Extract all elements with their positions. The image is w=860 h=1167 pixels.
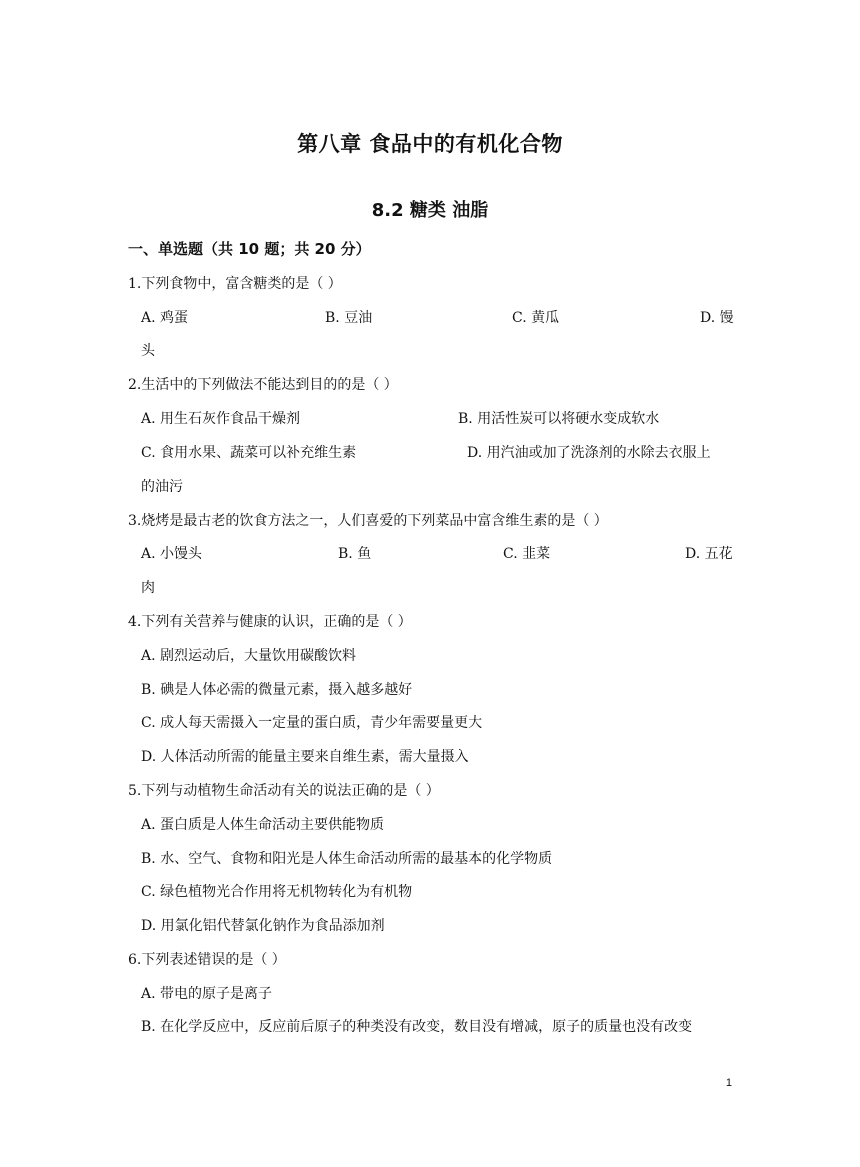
question-2-option-c: C. 食用水果、蔬菜可以补充维生素 bbox=[141, 445, 357, 461]
question-1-option-b: B. 豆油 bbox=[325, 310, 373, 326]
question-1-stem: 1.下列食物中，富含糖类的是（ ） bbox=[128, 276, 342, 292]
question-6-option-a: A. 带电的原子是离子 bbox=[141, 986, 273, 1002]
section-title: 8.2 糖类 油脂 bbox=[371, 200, 489, 221]
question-4-stem: 4.下列有关营养与健康的认识，正确的是（ ） bbox=[128, 614, 412, 630]
question-5-option-a: A. 蛋白质是人体生命活动主要供能物质 bbox=[141, 817, 385, 833]
question-1-option-c: C. 黄瓜 bbox=[512, 310, 560, 326]
question-2-option-d: D. 用汽油或加了洗涤剂的水除去衣服上 bbox=[467, 445, 711, 461]
part-heading: 一、单选题（共 10 题；共 20 分） bbox=[128, 240, 371, 258]
chapter-title: 第八章 食品中的有机化合物 bbox=[297, 132, 563, 156]
question-4-option-a: A. 剧烈运动后，大量饮用碳酸饮料 bbox=[141, 648, 357, 664]
question-3-option-c: C. 韭菜 bbox=[503, 546, 551, 562]
question-2-stem: 2.生活中的下列做法不能达到目的的是（ ） bbox=[128, 377, 398, 393]
question-1-option-a: A. 鸡蛋 bbox=[141, 310, 189, 326]
question-2-option-b: B. 用活性炭可以将硬水变成软水 bbox=[458, 411, 660, 427]
question-3-option-a: A. 小馒头 bbox=[141, 546, 203, 562]
question-6-stem: 6.下列表述错误的是（ ） bbox=[128, 952, 286, 968]
question-2-continuation: 的油污 bbox=[141, 479, 183, 495]
question-5-option-d: D. 用氯化铝代替氯化钠作为食品添加剂 bbox=[141, 918, 385, 934]
page-number: 1 bbox=[725, 1077, 732, 1089]
question-4-option-d: D. 人体活动所需的能量主要来自维生素，需大量摄入 bbox=[141, 749, 469, 765]
question-1-option-d: D. 馒 bbox=[700, 310, 734, 326]
question-5-stem: 5.下列与动植物生命活动有关的说法正确的是（ ） bbox=[128, 783, 440, 799]
question-5-option-c: C. 绿色植物光合作用将无机物转化为有机物 bbox=[141, 884, 413, 900]
question-3-stem: 3.烧烤是最古老的饮食方法之一，人们喜爱的下列菜品中富含维生素的是（ ） bbox=[128, 513, 608, 529]
question-6-option-b: B. 在化学反应中，反应前后原子的种类没有改变，数目没有增减，原子的质量也没有改变 bbox=[141, 1019, 693, 1035]
question-3-option-d: D. 五花 bbox=[685, 546, 733, 562]
question-1-continuation: 头 bbox=[141, 343, 155, 359]
question-4-option-c: C. 成人每天需摄入一定量的蛋白质，青少年需要量更大 bbox=[141, 715, 483, 731]
question-4-option-b: B. 碘是人体必需的微量元素，摄入越多越好 bbox=[141, 682, 413, 698]
question-3-continuation: 肉 bbox=[141, 580, 155, 596]
question-2-option-a: A. 用生石灰作食品干燥剂 bbox=[141, 411, 301, 427]
question-3-option-b: B. 鱼 bbox=[338, 546, 372, 562]
question-5-option-b: B. 水、空气、食物和阳光是人体生命活动所需的最基本的化学物质 bbox=[141, 851, 553, 867]
